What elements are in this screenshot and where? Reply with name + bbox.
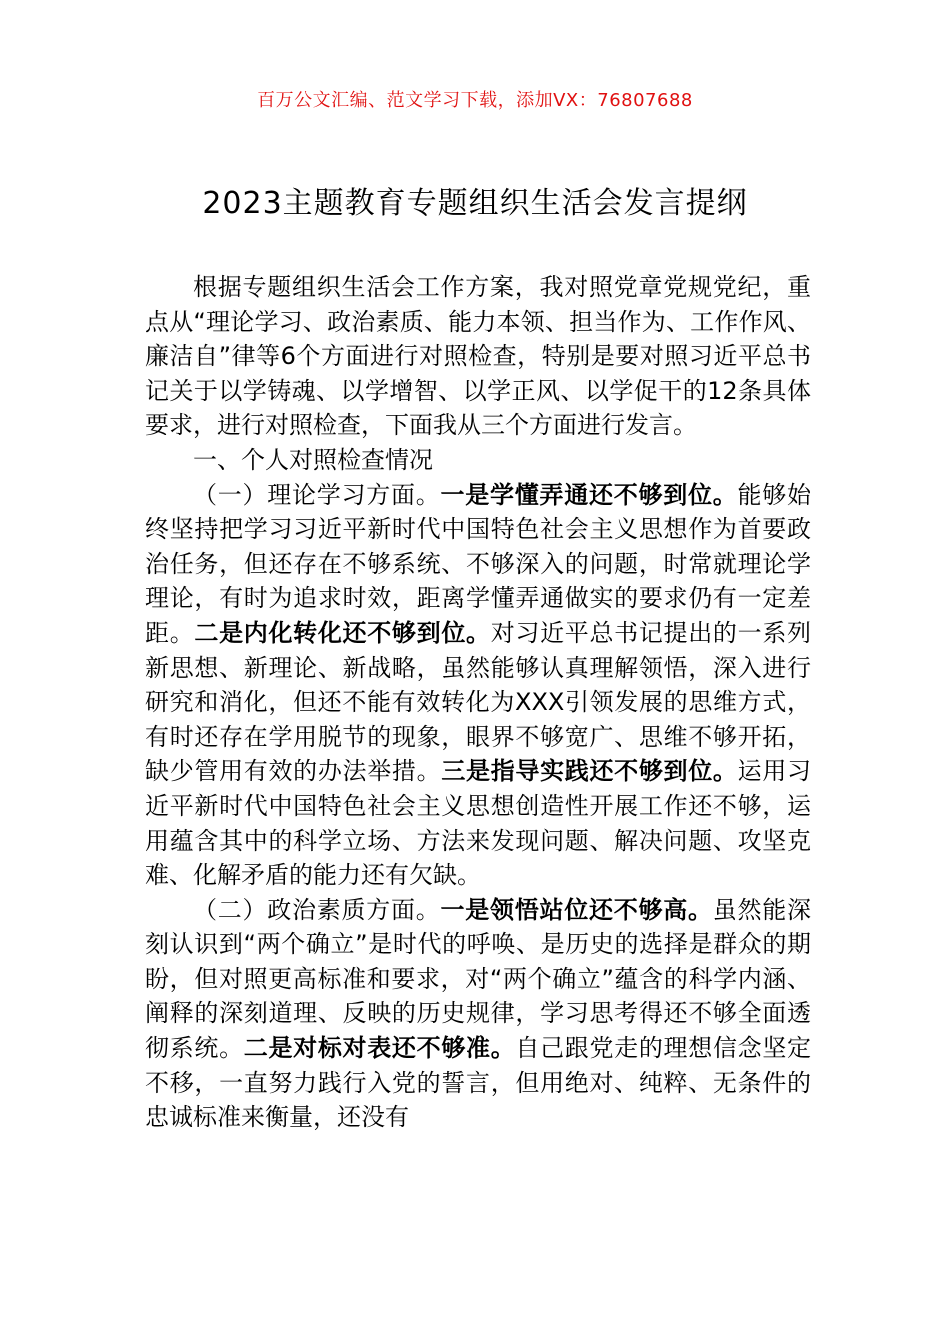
theory-study-paragraph xyxy=(145,478,811,893)
subsection-label: （一）理论学习方面。 xyxy=(193,480,441,509)
document-body xyxy=(145,270,811,1135)
section-heading-1: 一、个人对照检查情况 xyxy=(193,445,433,474)
point-heading: 一是领悟站位还不够高。 xyxy=(440,895,713,924)
point-text: 运用习近平新时代中国特色社会主义思想创造性开展工作还不够，运用蕴含其中的科学立场、方法来发现问题、解决问题、攻坚克难、化解矛盾的能力还有欠缺。 xyxy=(145,757,812,890)
point-heading: 二是对标对表还不够准。 xyxy=(243,1034,516,1063)
point-heading: 三是指导实践还不够到位。 xyxy=(441,757,738,786)
header-note: 百万公文汇编、范文学习下载，添加VX：76807688 xyxy=(257,90,693,111)
point-heading: 一是学懂弄通还不够到位。 xyxy=(440,480,738,509)
page-title: 2023主题教育专题组织生活会发言提纲 xyxy=(202,186,748,221)
point-text: 能够始终坚持把学习习近平新时代中国特色社会主义思想作为首要政治任务，但还存在不够系统、不够深入的问题，时常就理论学理论，有时为追求时效，距离学懂弄通做实的要求仍有一定差距。 xyxy=(145,480,811,647)
intro-paragraph: 根据专题组织生活会工作方案，我对照党章党规党纪，重点从“理论学习、政治素质、能力本领、担当作为、工作作风、廉洁自”律等6个方面进行对照检查，特别是要对照习近平总书记关于以学铸魂、以学增智、以学正风、以学促干的12条具体要求，进行对照检查，下面我从三个方面进行发言。 xyxy=(145,273,811,440)
point-text: 自己跟党走的理想信念坚定不移，一直努力践行入党的誓言，但用绝对、纯粹、无条件的忠诚标准来衡量，还没有 xyxy=(145,1034,812,1132)
point-text: 虽然能深刻认识到“两个确立”是时代的呼唤、是历史的选择是群众的期盼，但对照更高标准和要求，对“两个确立”蕴含的科学内涵、阐释的深刻道理、反映的历史规律，学习思考得还不够全面透彻系统。 xyxy=(145,895,811,1063)
subsection-label: （二）政治素质方面。 xyxy=(193,895,441,924)
political-quality-paragraph xyxy=(145,893,811,1135)
point-heading: 二是内化转化还不够到位。 xyxy=(194,618,491,647)
point-text: 对习近平总书记提出的一系列新思想、新理论、新战略，虽然能够认真理解领悟，深入进行研究和消化，但还不能有效转化为XXX引领发展的思维方式，有时还存在学用脱节的现象，眼界不够宽广、思维不够开拓，缺少管用有效的办法举措。 xyxy=(145,618,812,786)
